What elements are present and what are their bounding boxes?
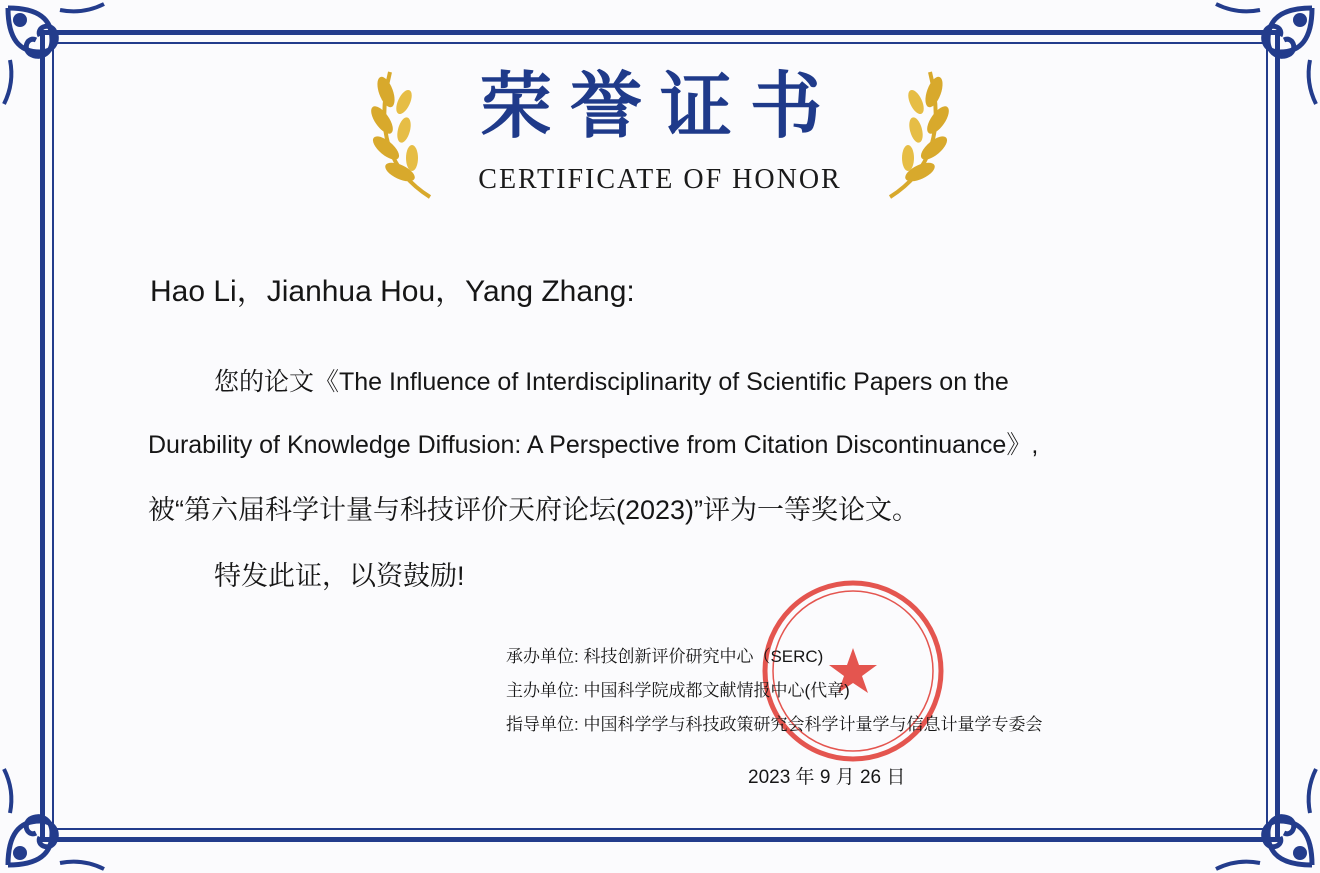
guide-unit: 指导单位: 中国科学学与科技政策研究会科学计量学与信息计量学专委会: [506, 715, 1043, 734]
corner-ornament-top-right: [1210, 0, 1320, 110]
host-unit: 主办单位: 中国科学院成都文献情报中心(代章): [506, 681, 850, 700]
certificate-title-en: CERTIFICATE OF HONOR: [478, 164, 842, 195]
corner-ornament-bottom-right: [1210, 763, 1320, 873]
body-line-4: 特发此证，以资鼓励!: [214, 561, 465, 591]
body-line-3: 被“第六届科学计量与科技评价天府论坛(2023)”评为一等奖论文。: [148, 495, 920, 525]
certificate-title-cn: 荣誉证书: [479, 63, 840, 148]
organizer-unit: 承办单位: 科技创新评价研究中心（SERC): [506, 647, 824, 666]
body-line-1: 您的论文《The Influence of Interdisciplinarity of Scientific Papers on the: [214, 368, 1009, 396]
issue-date: 2023 年 9 月 26 日: [748, 767, 906, 788]
body-line-2: Durability of Knowledge Diffusion: A Perspective from Citation Discontinuance》,: [148, 431, 1039, 459]
corner-ornament-top-left: [0, 0, 110, 110]
organization-block: [506, 640, 1042, 742]
recipient-names: Hao Li，Jianhua Hou，Yang Zhang:: [150, 275, 635, 308]
corner-ornament-bottom-left: [0, 763, 110, 873]
